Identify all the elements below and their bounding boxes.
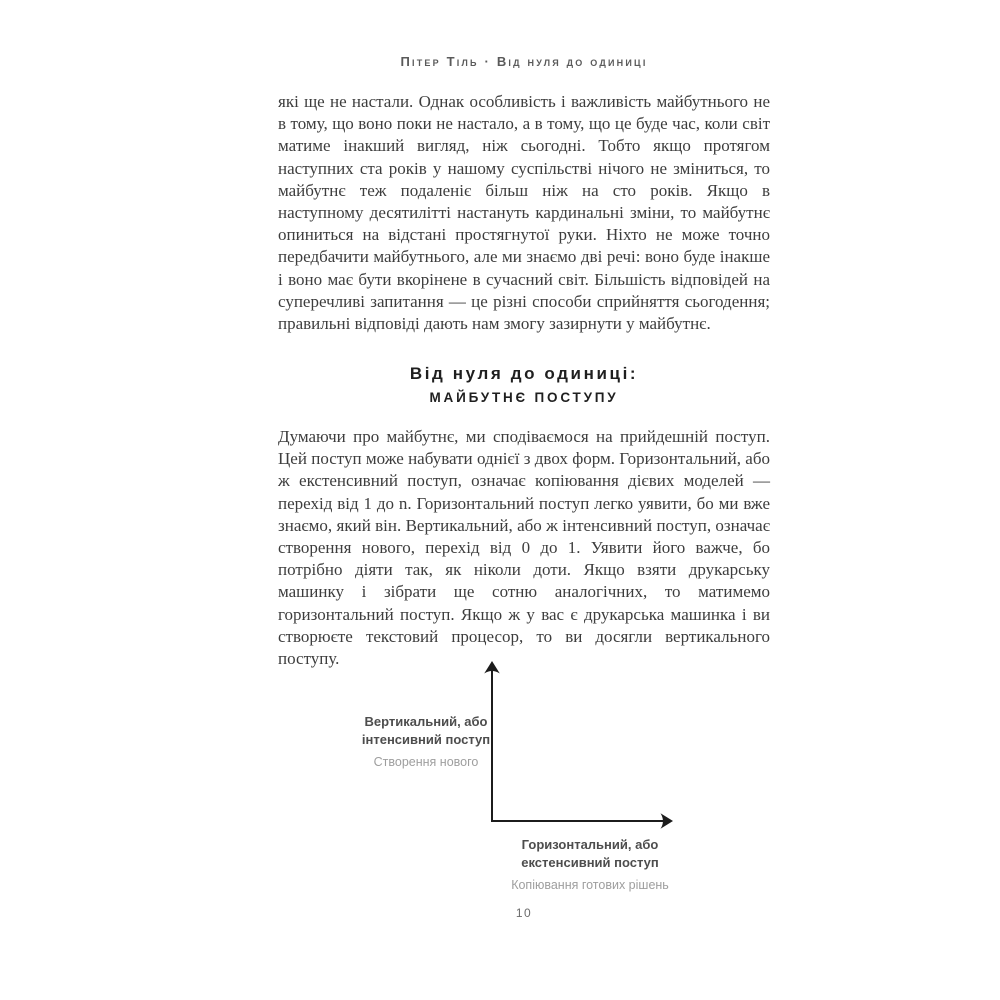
y-axis-label-block: [351, 713, 501, 770]
progress-axes-diagram: [278, 660, 770, 900]
running-header: Пітер Тіль · Від нуля до одиниці: [400, 54, 648, 69]
x-axis-subtitle: Копіювання готових рішень: [511, 878, 669, 892]
y-axis-subtitle: Створення нового: [373, 755, 479, 769]
paragraph-1: які ще не настали. Однак особливість і важливість майбутнього не в тому, що воно поки не настало, а в тому, що це буде час, коли світ матиме інакший вигляд, ніж сьогодні. Тобто якщо протягом наступних ста років у нашому суспільстві нічого не зміниться, то майбутнє теж подаленіє більш ніж на сто років. Якщо в наступному десятилітті настануть кардинальні зміни, то майбутнє опиниться на відстані простягнутої руки. Ніхто не може точно передбачити майбутнього, але ми знаємо дві речі: воно буде інакше і воно має бути вкорінене в сучасний світ. Більшість відповідей на суперечливі запитання — це різні способи сприйняття сьогодення; правильні відповіді дають нам змогу зазирнути у майбутнє.: [278, 92, 770, 334]
section-heading-line1: Від нуля до одиниці:: [409, 364, 639, 383]
y-axis-title: Вертикальний, або інтенсивний поступ: [361, 714, 491, 747]
paragraph-2: Думаючи про майбутнє, ми сподіваємося на прийдешній поступ. Цей поступ може набувати однієї з двох форм. Горизонтальний, або ж екстенсивний поступ, означає копіювання дієвих моделей — перехід від 1 до n. Горизонтальний поступ легко уявити, бо ми вже знаємо, який він. Вертикальний, або ж інтенсивний поступ, означає створення нового, перехід від 0 до 1. Уявити його важче, бо потрібно діяти так, як ніколи доти. Якщо взяти друкарську машинку і зібрати ще сотню аналогічних, то матимемо горизонтальний поступ. Якщо ж у вас є друкарська машинка і ви створюєте текстовий процесор, то ви досягли вертикального поступу.: [278, 427, 770, 669]
section-heading: [278, 364, 770, 405]
page-number: 10: [515, 906, 533, 920]
x-axis-label-block: [490, 836, 690, 893]
x-axis-title: Горизонтальний, або екстенсивний поступ: [521, 837, 659, 870]
section-heading-line2: МАЙБУТНЄ ПОСТУПУ: [429, 390, 619, 405]
